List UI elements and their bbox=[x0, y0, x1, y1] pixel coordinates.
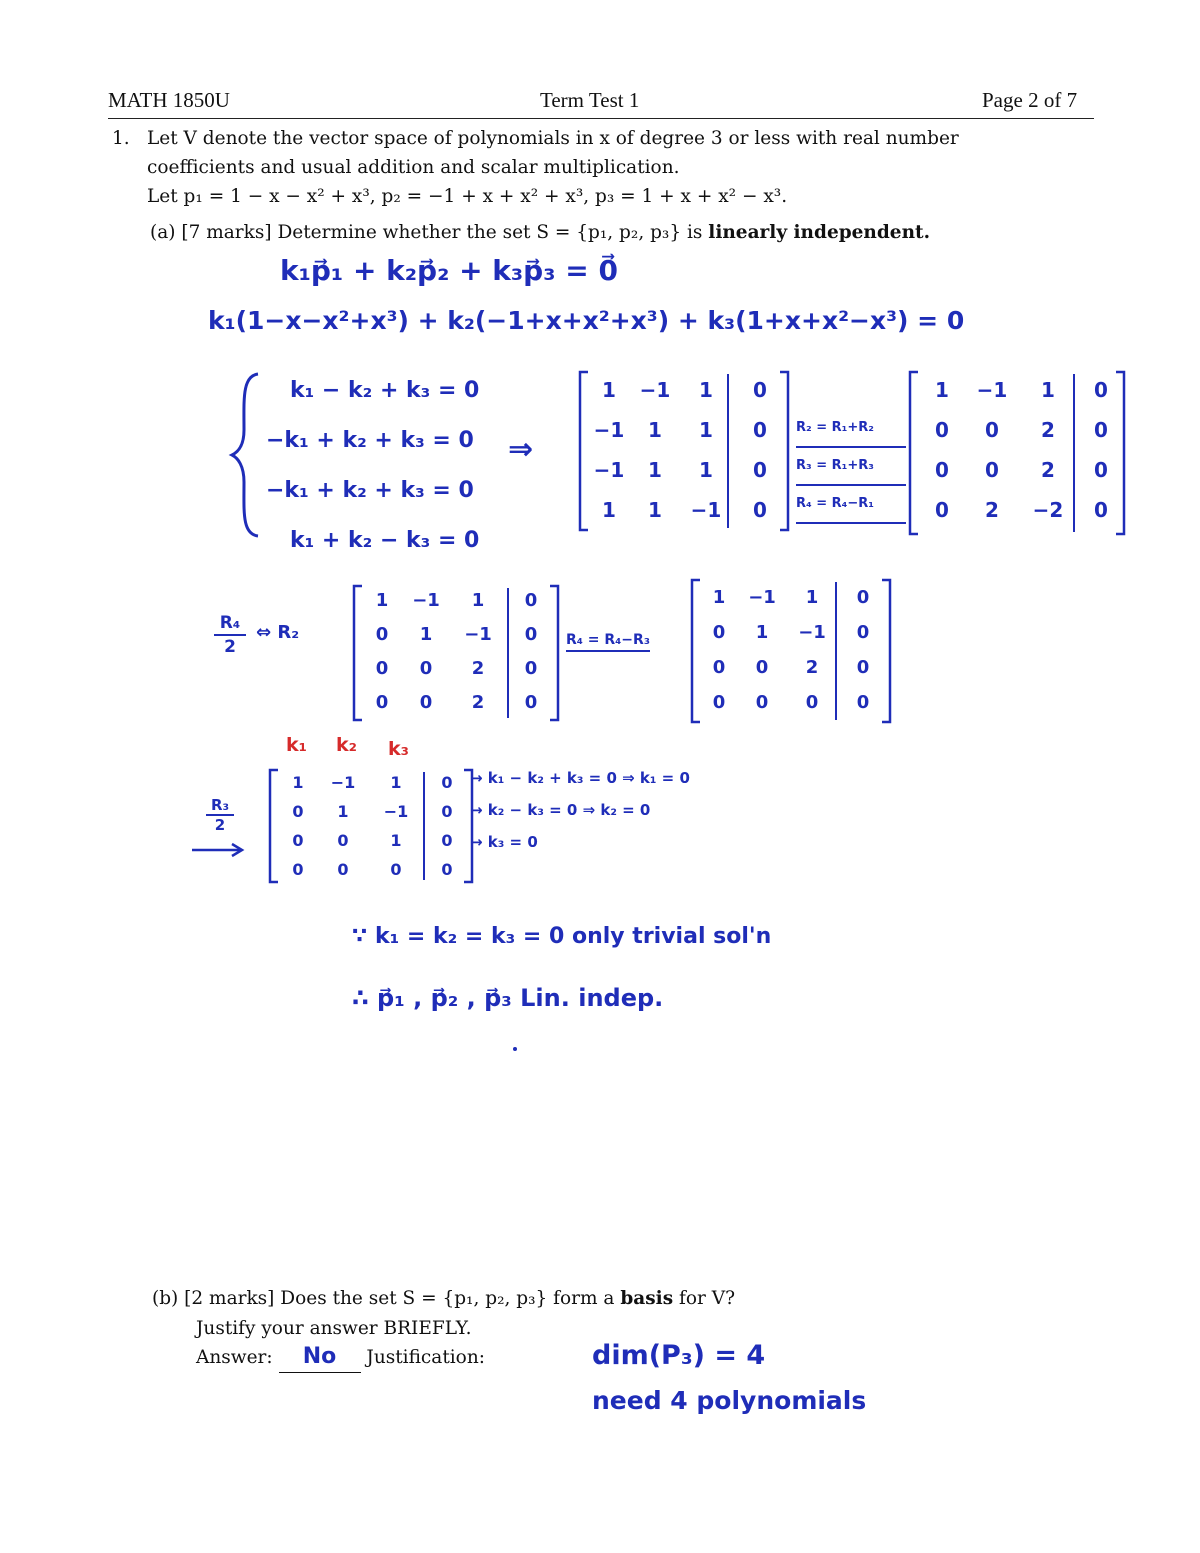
matrix-cell: 0 bbox=[753, 498, 767, 522]
matrix-cell: 0 bbox=[524, 624, 538, 645]
matrix-cell: 1 bbox=[699, 418, 713, 442]
matrix-cell: −1 bbox=[748, 587, 776, 608]
matrix-cell: −1 bbox=[639, 378, 671, 402]
matrix-cell: 1 bbox=[602, 378, 616, 402]
matrix-3-row bbox=[362, 618, 558, 652]
matrix-2-rows bbox=[920, 370, 1126, 530]
matrix-cell: −2 bbox=[1032, 498, 1064, 522]
matrix-cell: 2 bbox=[471, 692, 485, 713]
matrix-cell: 2 bbox=[985, 498, 999, 522]
op5-denominator: 2 bbox=[214, 816, 226, 834]
op2-swap: ⇔ R₂ bbox=[256, 622, 300, 643]
matrix-cell: 1 bbox=[390, 831, 402, 850]
matrix-cell: 0 bbox=[390, 860, 402, 879]
row-op-3: R₄ = R₄−R₃ bbox=[566, 632, 650, 652]
matrix-5-row bbox=[278, 768, 474, 797]
matrix-cell: 0 bbox=[856, 692, 870, 713]
part-b-answer-line bbox=[196, 1342, 485, 1373]
system-eq-2: −k₁ + k₂ + k₃ = 0 bbox=[266, 428, 474, 453]
matrix-cell: 0 bbox=[935, 498, 949, 522]
row-op: R₂ = R₁+R₂ bbox=[796, 410, 906, 448]
matrix-cell: 1 bbox=[419, 624, 433, 645]
matrix-4-row bbox=[700, 615, 892, 650]
matrix-4-row bbox=[700, 685, 892, 720]
system-eq-3: −k₁ + k₂ + k₃ = 0 bbox=[266, 478, 474, 503]
matrix-1-row bbox=[588, 370, 788, 410]
matrix-cell: 0 bbox=[712, 622, 726, 643]
matrix-cell: 0 bbox=[805, 692, 819, 713]
matrix-cell: 0 bbox=[292, 831, 304, 850]
matrix-cell: 2 bbox=[805, 657, 819, 678]
part-b-marks: [2 marks] bbox=[184, 1288, 275, 1309]
conclusion-trivial: ∵ k₁ = k₂ = k₃ = 0 only trivial sol'n bbox=[352, 924, 772, 949]
matrix-cell: 1 bbox=[337, 802, 349, 821]
matrix-cell: 0 bbox=[292, 802, 304, 821]
matrix-cell: −1 bbox=[593, 418, 625, 442]
matrix-1 bbox=[578, 370, 790, 532]
matrix-cell: 0 bbox=[985, 418, 999, 442]
matrix-5-row bbox=[278, 797, 474, 826]
matrix-4 bbox=[690, 578, 894, 724]
matrix-cell: 0 bbox=[753, 458, 767, 482]
answer-value: No bbox=[302, 1344, 337, 1369]
system-brace bbox=[228, 370, 264, 540]
matrix-5 bbox=[268, 768, 476, 884]
col-label-k2: k₂ bbox=[336, 734, 357, 756]
matrix-2-row bbox=[920, 370, 1126, 410]
matrix-3-row bbox=[362, 652, 558, 686]
col-label-k1: k₁ bbox=[286, 734, 307, 756]
back-sub-line: → k₂ − k₃ = 0 ⇒ k₂ = 0 bbox=[470, 801, 651, 819]
row-ops-1 bbox=[796, 410, 906, 524]
matrix-cell: −1 bbox=[464, 624, 492, 645]
matrix-cell: 1 bbox=[699, 458, 713, 482]
vector-equation: k₁p⃗₁ + k₂p⃗₂ + k₃p⃗₃ = 0⃗ bbox=[280, 254, 618, 287]
expanded-equation: k₁(1−x−x²+x³) + k₂(−1+x+x²+x³) + k₃(1+x+x²−x³) = 0 bbox=[208, 306, 965, 335]
part-a-label: (a) bbox=[150, 222, 176, 243]
matrix-5-row bbox=[278, 855, 474, 884]
question-line-3: Let p₁ = 1 − x − x² + x³, p₂ = −1 + x + x² + x³, p₃ = 1 + x + x² − x³. bbox=[147, 186, 788, 207]
matrix-cell: 0 bbox=[441, 860, 453, 879]
matrix-4-rows bbox=[700, 580, 892, 720]
matrix-cell: 0 bbox=[375, 692, 389, 713]
matrix-cell: 0 bbox=[935, 458, 949, 482]
matrix-2 bbox=[908, 370, 1128, 536]
matrix-cell: 0 bbox=[419, 692, 433, 713]
justification-line-1: dim(P₃) = 4 bbox=[592, 1340, 766, 1371]
matrix-cell: 0 bbox=[856, 657, 870, 678]
matrix-cell: 0 bbox=[1094, 378, 1108, 402]
matrix-cell: 1 bbox=[471, 590, 485, 611]
matrix-cell: 0 bbox=[337, 860, 349, 879]
course-code: MATH 1850U bbox=[108, 88, 230, 112]
matrix-cell: 0 bbox=[375, 624, 389, 645]
matrix-cell: −1 bbox=[798, 622, 826, 643]
matrix-cell: 0 bbox=[292, 860, 304, 879]
matrix-cell: 1 bbox=[935, 378, 949, 402]
answer-blank[interactable] bbox=[279, 1342, 361, 1373]
implies-arrow: ⇒ bbox=[508, 432, 534, 467]
matrix-cell: 0 bbox=[755, 657, 769, 678]
matrix-cell: 1 bbox=[755, 622, 769, 643]
back-sub-line: → k₁ − k₂ + k₃ = 0 ⇒ k₁ = 0 bbox=[470, 769, 690, 787]
system-eq-4: k₁ + k₂ − k₃ = 0 bbox=[290, 528, 480, 553]
back-substitution bbox=[470, 762, 690, 858]
question-number: 1. bbox=[112, 128, 130, 149]
matrix-cell: 1 bbox=[292, 773, 304, 792]
matrix-cell: −1 bbox=[383, 802, 409, 821]
matrix-3-row bbox=[362, 584, 558, 618]
matrix-cell: 0 bbox=[755, 692, 769, 713]
matrix-cell: 2 bbox=[1041, 458, 1055, 482]
matrix-cell: 0 bbox=[337, 831, 349, 850]
matrix-3-row bbox=[362, 686, 558, 720]
matrix-cell: 0 bbox=[753, 378, 767, 402]
matrix-4-row bbox=[700, 580, 892, 615]
part-a-prompt bbox=[150, 218, 930, 247]
matrix-cell: 0 bbox=[524, 692, 538, 713]
op5-numerator: R₃ bbox=[206, 796, 234, 816]
system-eq-1: k₁ − k₂ + k₃ = 0 bbox=[290, 378, 480, 403]
test-title: Term Test 1 bbox=[540, 88, 640, 112]
matrix-cell: −1 bbox=[593, 458, 625, 482]
matrix-cell: 0 bbox=[753, 418, 767, 442]
matrix-cell: 1 bbox=[699, 378, 713, 402]
part-a-marks: [7 marks] bbox=[181, 222, 272, 243]
matrix-cell: −1 bbox=[330, 773, 356, 792]
matrix-cell: 0 bbox=[1094, 498, 1108, 522]
matrix-cell: 0 bbox=[985, 458, 999, 482]
matrix-cell: 0 bbox=[524, 590, 538, 611]
matrix-2-row bbox=[920, 490, 1126, 530]
matrix-cell: 0 bbox=[441, 773, 453, 792]
matrix-4-row bbox=[700, 650, 892, 685]
matrix-cell: 0 bbox=[712, 657, 726, 678]
part-b-text1: Does the set S = {p₁, p₂, p₃} form a bbox=[280, 1288, 615, 1309]
conclusion-independent: ∴ p⃗₁ , p⃗₂ , p⃗₃ Lin. indep. bbox=[352, 984, 664, 1012]
matrix-cell: 0 bbox=[712, 692, 726, 713]
question-line-1: Let V denote the vector space of polynomials in x of degree 3 or less with real number bbox=[147, 128, 959, 149]
matrix-1-row bbox=[588, 450, 788, 490]
part-b-justify: Justify your answer BRIEFLY. bbox=[196, 1318, 472, 1339]
matrix-cell: 0 bbox=[441, 802, 453, 821]
back-sub-line: → k₃ = 0 bbox=[470, 833, 538, 851]
op5-fraction bbox=[206, 796, 234, 834]
question-line-2: coefficients and usual addition and scalar multiplication. bbox=[147, 157, 680, 178]
matrix-cell: 1 bbox=[375, 590, 389, 611]
linear-system bbox=[266, 366, 506, 566]
matrix-cell: −1 bbox=[690, 498, 722, 522]
matrix-cell: 1 bbox=[390, 773, 402, 792]
page-number: Page 2 of 7 bbox=[982, 88, 1078, 112]
matrix-cell: 2 bbox=[1041, 418, 1055, 442]
op2-fraction bbox=[214, 612, 246, 658]
ink-dot bbox=[513, 1047, 517, 1051]
matrix-cell: 0 bbox=[1094, 418, 1108, 442]
part-a-text: Determine whether the set S = {p₁, p₂, p₃} is bbox=[277, 222, 703, 243]
matrix-cell: 1 bbox=[648, 498, 662, 522]
matrix-cell: 1 bbox=[712, 587, 726, 608]
justification-label: Justification: bbox=[366, 1347, 485, 1368]
matrix-1-row bbox=[588, 490, 788, 530]
matrix-2-row bbox=[920, 410, 1126, 450]
matrix-cell: 1 bbox=[602, 498, 616, 522]
matrix-cell: 0 bbox=[856, 587, 870, 608]
matrix-cell: −1 bbox=[976, 378, 1008, 402]
matrix-1-rows bbox=[588, 370, 788, 530]
matrix-5-rows bbox=[278, 768, 474, 884]
op2-denominator: 2 bbox=[224, 637, 236, 657]
matrix-cell: 1 bbox=[648, 458, 662, 482]
matrix-cell: 0 bbox=[441, 831, 453, 850]
header-rule bbox=[108, 118, 1094, 119]
part-b-bold: basis bbox=[620, 1288, 674, 1309]
justification-line-2: need 4 polynomials bbox=[592, 1386, 867, 1415]
op2-numerator: R₄ bbox=[214, 612, 246, 636]
matrix-3-rows bbox=[362, 584, 558, 720]
answer-label: Answer: bbox=[196, 1347, 273, 1368]
part-b-prompt bbox=[152, 1284, 735, 1313]
row-op: R₃ = R₁+R₃ bbox=[796, 448, 906, 486]
matrix-cell: −1 bbox=[412, 590, 440, 611]
matrix-cell: 2 bbox=[471, 658, 485, 679]
col-label-k3: k₃ bbox=[388, 738, 409, 760]
part-b-text2: for V? bbox=[679, 1288, 736, 1309]
matrix-cell: 0 bbox=[419, 658, 433, 679]
matrix-2-row bbox=[920, 450, 1126, 490]
matrix-cell: 1 bbox=[1041, 378, 1055, 402]
matrix-cell: 0 bbox=[856, 622, 870, 643]
matrix-cell: 0 bbox=[1094, 458, 1108, 482]
matrix-cell: 1 bbox=[648, 418, 662, 442]
matrix-cell: 1 bbox=[805, 587, 819, 608]
matrix-cell: 0 bbox=[375, 658, 389, 679]
matrix-cell: 0 bbox=[935, 418, 949, 442]
part-b-label: (b) bbox=[152, 1288, 179, 1309]
matrix-cell: 0 bbox=[524, 658, 538, 679]
matrix-3 bbox=[352, 584, 560, 722]
matrix-5-row bbox=[278, 826, 474, 855]
op5-arrow-icon bbox=[190, 842, 246, 858]
row-op: R₄ = R₄−R₁ bbox=[796, 486, 906, 524]
part-a-bold: linearly independent. bbox=[708, 222, 931, 243]
matrix-1-row bbox=[588, 410, 788, 450]
